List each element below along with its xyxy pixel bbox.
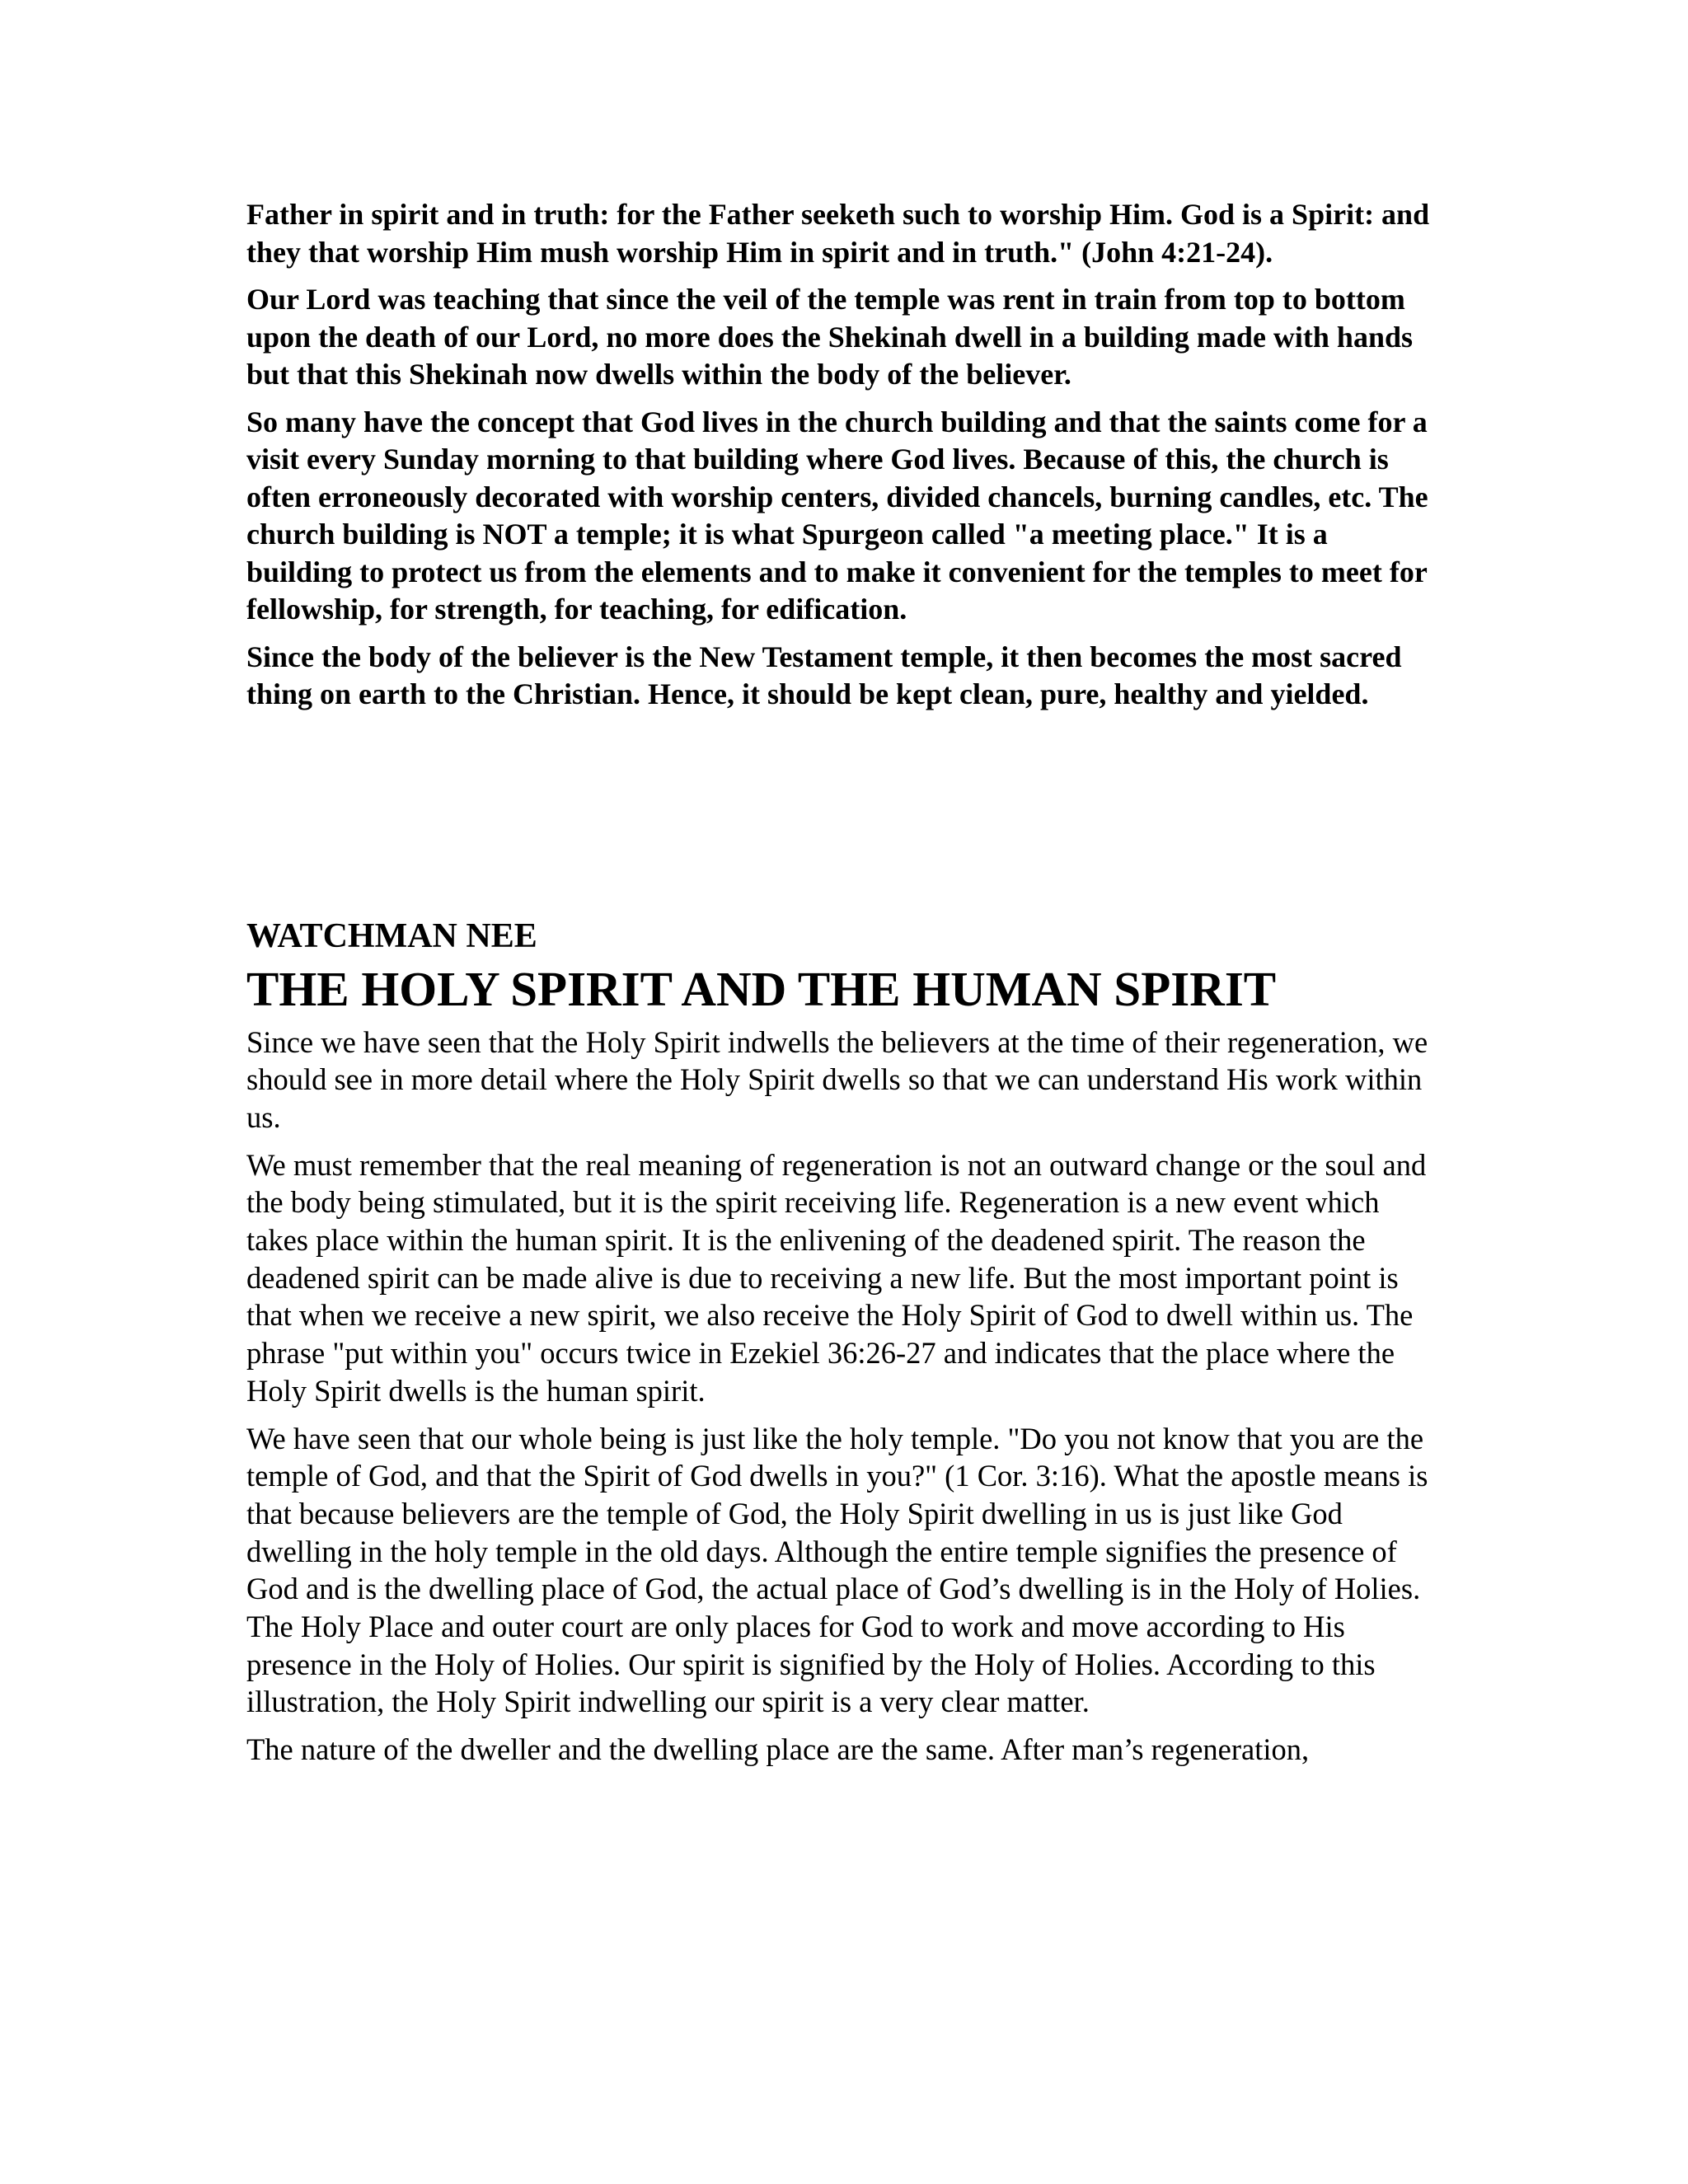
bold-paragraph: Father in spirit and in truth: for the Father seeketh such to worship Him. God is a Spirit: and they that worship Him mush worship Him in spirit and in truth." (John 4:21-24). — [246, 198, 1430, 269]
chapter-body — [246, 1024, 1437, 1769]
body-paragraph: Since we have seen that the Holy Spirit indwells the believers at the time of their regeneration, we should see in more detail where the Holy Spirit dwells so that we can understand His work within us. — [246, 1024, 1428, 1134]
body-paragraph: We must remember that the real meaning of regeneration is not an outward change or the soul and the body being stimulated, but it is the spirit receiving life. Regeneration is a new event which takes place within the human spirit. It is the enlivening of the deadened spirit. The reason the deadened spirit can be made alive is due to receiving a new life. But the most important point is that when we receive a new spirit, we also receive the Holy Spirit of God to dwell within us. The phrase "put within you" occurs twice in Ezekiel 36:26-27 and indicates that the place where the Holy Spirit dwells is the human spirit. — [246, 1147, 1427, 1408]
chapter-title: THE HOLY SPIRIT AND THE HUMAN SPIRIT — [246, 961, 1277, 1016]
bold-paragraph: So many have the concept that God lives in the church building and that the saints come for a visit every Sunday morning to that building where God lives. Because of this, the church is often erroneously decorated with worship centers, divided chancels, burning candles, etc. The church building is NOT a temple; it is what Spurgeon called "a meeting place." It is a building to protect us from the elements and to make it convenient for the temples to meet for fellowship, for strength, for teaching, for edification. — [246, 405, 1428, 626]
body-paragraph: We have seen that our whole being is just like the holy temple. "Do you not know that you are the temple of God, and that the Spirit of God dwells in you?" (1 Cor. 3:16). What the apostle means is that because believers are the temple of God, the Holy Spirit dwelling in us is just like God dwelling in the holy temple in the old days. Although the entire temple signifies the presence of God and is the dwelling place of God, the actual place of God’s dwelling is in the Holy of Holies. The Holy Place and outer court are only places for God to work and move according to His presence in the Holy of Holies. Our spirit is signified by the Holy of Holies. According to this illustration, the Holy Spirit indwelling our spirit is a very clear matter. — [246, 1421, 1428, 1719]
bold-paragraph: Our Lord was teaching that since the veil of the temple was rent in train from top to bottom upon the death of our Lord, no more does the Shekinah dwell in a building made with hands but that this Shekinah now dwells within the body of the believer. — [246, 283, 1414, 391]
previous-chapter-ending — [246, 196, 1437, 714]
author-heading: WATCHMAN NEE — [246, 916, 537, 955]
body-paragraph: The nature of the dweller and the dwelling place are the same. After man’s regeneration, — [246, 1732, 1310, 1767]
page-content — [246, 196, 1437, 1779]
section-spacer — [246, 724, 1437, 915]
bold-paragraph: Since the body of the believer is the New Testament temple, it then becomes the most sacred thing on earth to the Christian. Hence, it should be kept clean, pure, healthy and yielded. — [246, 640, 1402, 710]
